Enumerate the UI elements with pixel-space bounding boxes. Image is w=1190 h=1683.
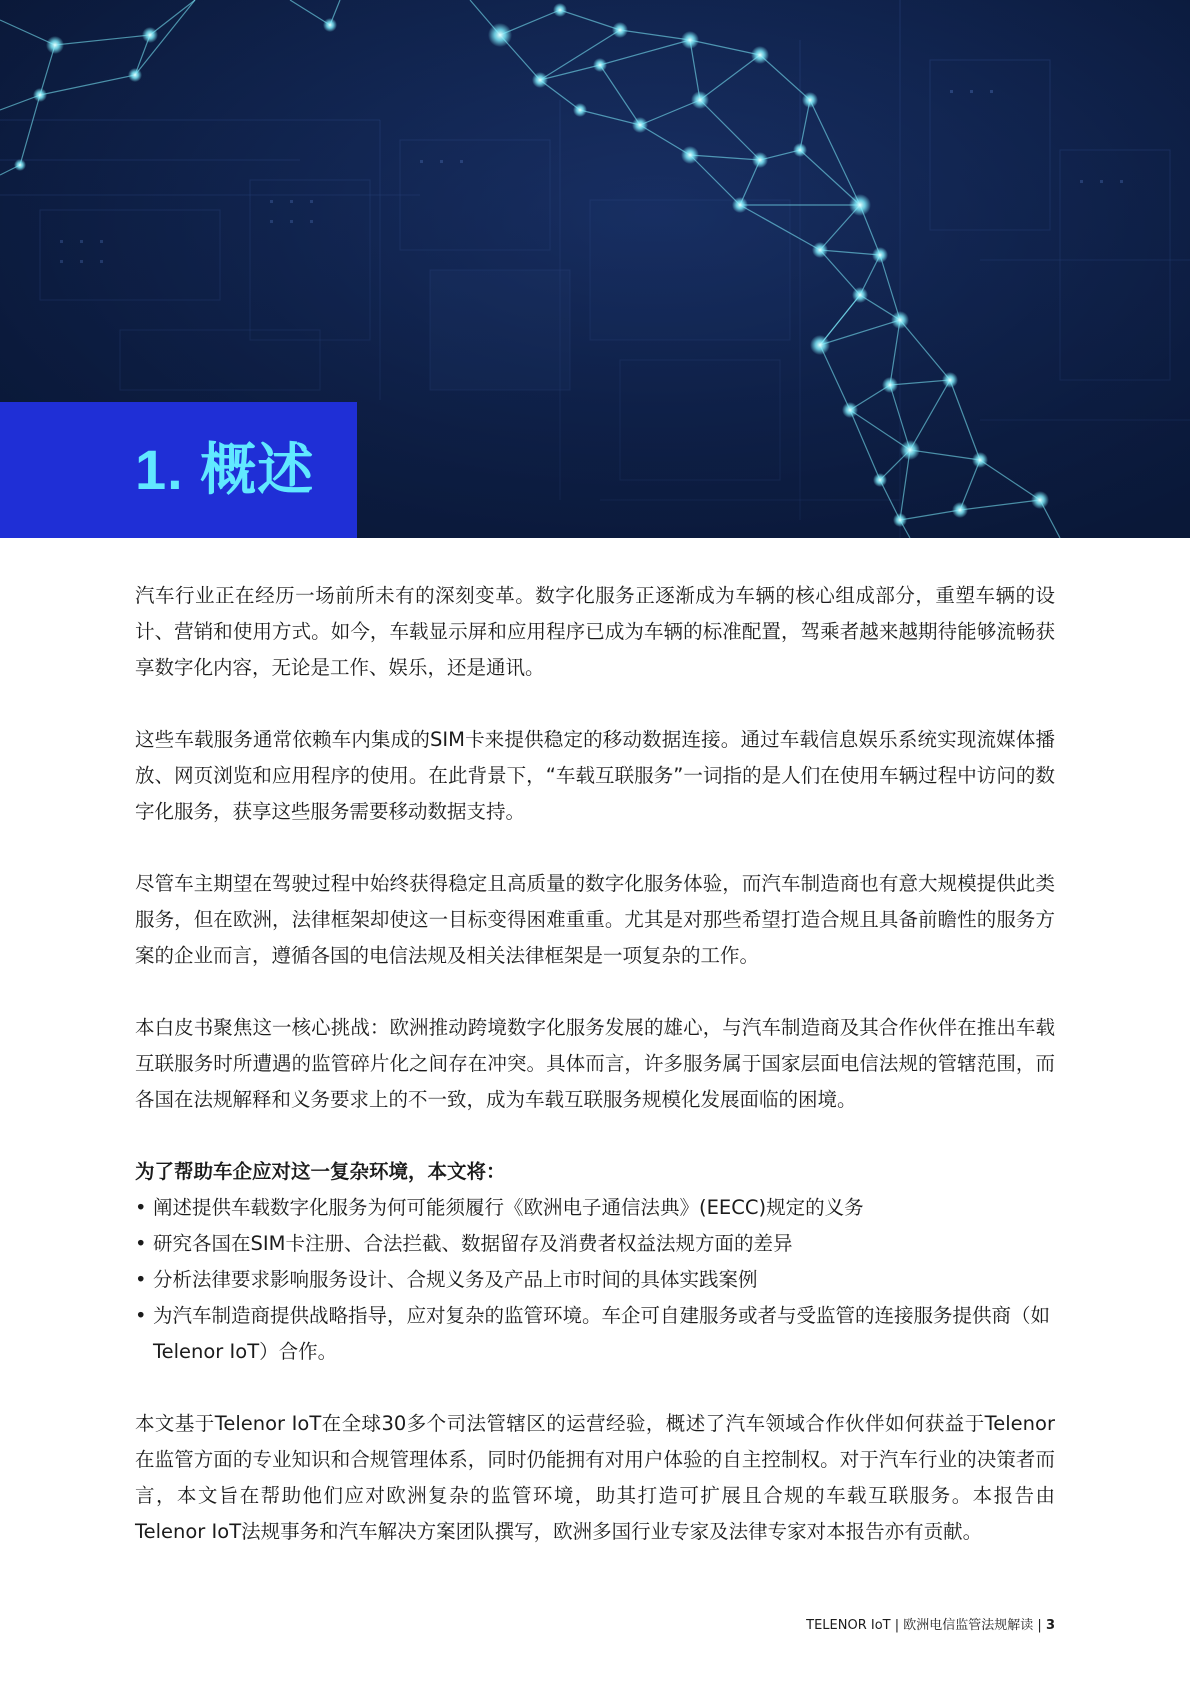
section-title: 1. 概述 — [135, 438, 315, 501]
list-item-text: 研究各国在SIM卡注册、合法拦截、数据留存及消费者权益法规方面的差异 — [153, 1232, 793, 1255]
bullet-list — [135, 1190, 1055, 1370]
list-item — [135, 1262, 1055, 1298]
list-item — [135, 1298, 1055, 1370]
bullet-icon: • — [135, 1304, 147, 1327]
main-content — [135, 578, 1055, 1586]
page-number: 3 — [1045, 1618, 1055, 1633]
body-paragraph: 本白皮书聚焦这一核心挑战：欧洲推动跨境数字化服务发展的雄心，与汽车制造商及其合作伙伴在推出车载互联服务时所遭遇的监管碎片化之间存在冲突。具体而言，许多服务属于国家层面电信法规的管辖范围，而各国在法规解释和义务要求上的不一致，成为车载互联服务规模化发展面临的困境。 — [135, 1016, 1055, 1111]
list-item-text: 阐述提供车载数字化服务为何可能须履行《欧洲电子通信法典》(EECC)规定的义务 — [153, 1196, 864, 1219]
list-item — [135, 1190, 1055, 1226]
list-item-text: 分析法律要求影响服务设计、合规义务及产品上市时间的具体实践案例 — [153, 1268, 758, 1291]
list-item — [135, 1226, 1055, 1262]
closing-paragraph: 本文基于Telenor IoT在全球30多个司法管辖区的运营经验，概述了汽车领域合作伙伴如何获益于Telenor在监管方面的专业知识和合规管理体系，同时仍能拥有对用户体验的自主控制权。对于汽车行业的决策者而言，本文旨在帮助他们应对欧洲复杂的监管环境，助其打造可扩展且合规的车载互联服务。本报告由Telenor IoT法规事务和汽车解决方案团队撰写，欧洲多国行业专家及法律专家对本报告亦有贡献。 — [135, 1412, 1055, 1543]
footer-separator: | — [894, 1618, 900, 1633]
body-paragraph: 尽管车主期望在驾驶过程中始终获得稳定且高质量的数字化服务体验，而汽车制造商也有意大规模提供此类服务，但在欧洲，法律框架却使这一目标变得困难重重。尤其是对那些希望打造合规且具备前瞻性的服务方案的企业而言，遵循各国的电信法规及相关法律框架是一项复杂的工作。 — [135, 872, 1055, 967]
bullet-icon: • — [135, 1232, 147, 1255]
body-paragraph: 这些车载服务通常依赖车内集成的SIM卡来提供稳定的移动数据连接。通过车载信息娱乐系统实现流媒体播放、网页浏览和应用程序的使用。在此背景下，“车载互联服务”一词指的是人们在使用车辆过程中访问的数字化服务，获享这些服务需要移动数据支持。 — [135, 728, 1055, 823]
body-paragraph: 汽车行业正在经历一场前所未有的深刻变革。数字化服务正逐渐成为车辆的核心组成部分，重塑车辆的设计、营销和使用方式。如今，车载显示屏和应用程序已成为车辆的标准配置，驾乘者越来越期待能够流畅获享数字化内容，无论是工作、娱乐，还是通讯。 — [135, 584, 1055, 679]
footer-doc-title: 欧洲电信监管法规解读 — [903, 1618, 1034, 1633]
list-item-text: 为汽车制造商提供战略指导，应对复杂的监管环境。车企可自建服务或者与受监管的连接服务提供商（如Telenor IoT）合作。 — [153, 1304, 1051, 1363]
page-footer — [806, 1617, 1055, 1635]
bullet-icon: • — [135, 1196, 147, 1219]
footer-separator: | — [1037, 1618, 1042, 1633]
bullet-icon: • — [135, 1268, 147, 1291]
footer-brand: TELENOR IoT — [806, 1618, 891, 1633]
bullet-intro: 为了帮助车企应对这一复杂环境，本文将： — [135, 1160, 506, 1183]
